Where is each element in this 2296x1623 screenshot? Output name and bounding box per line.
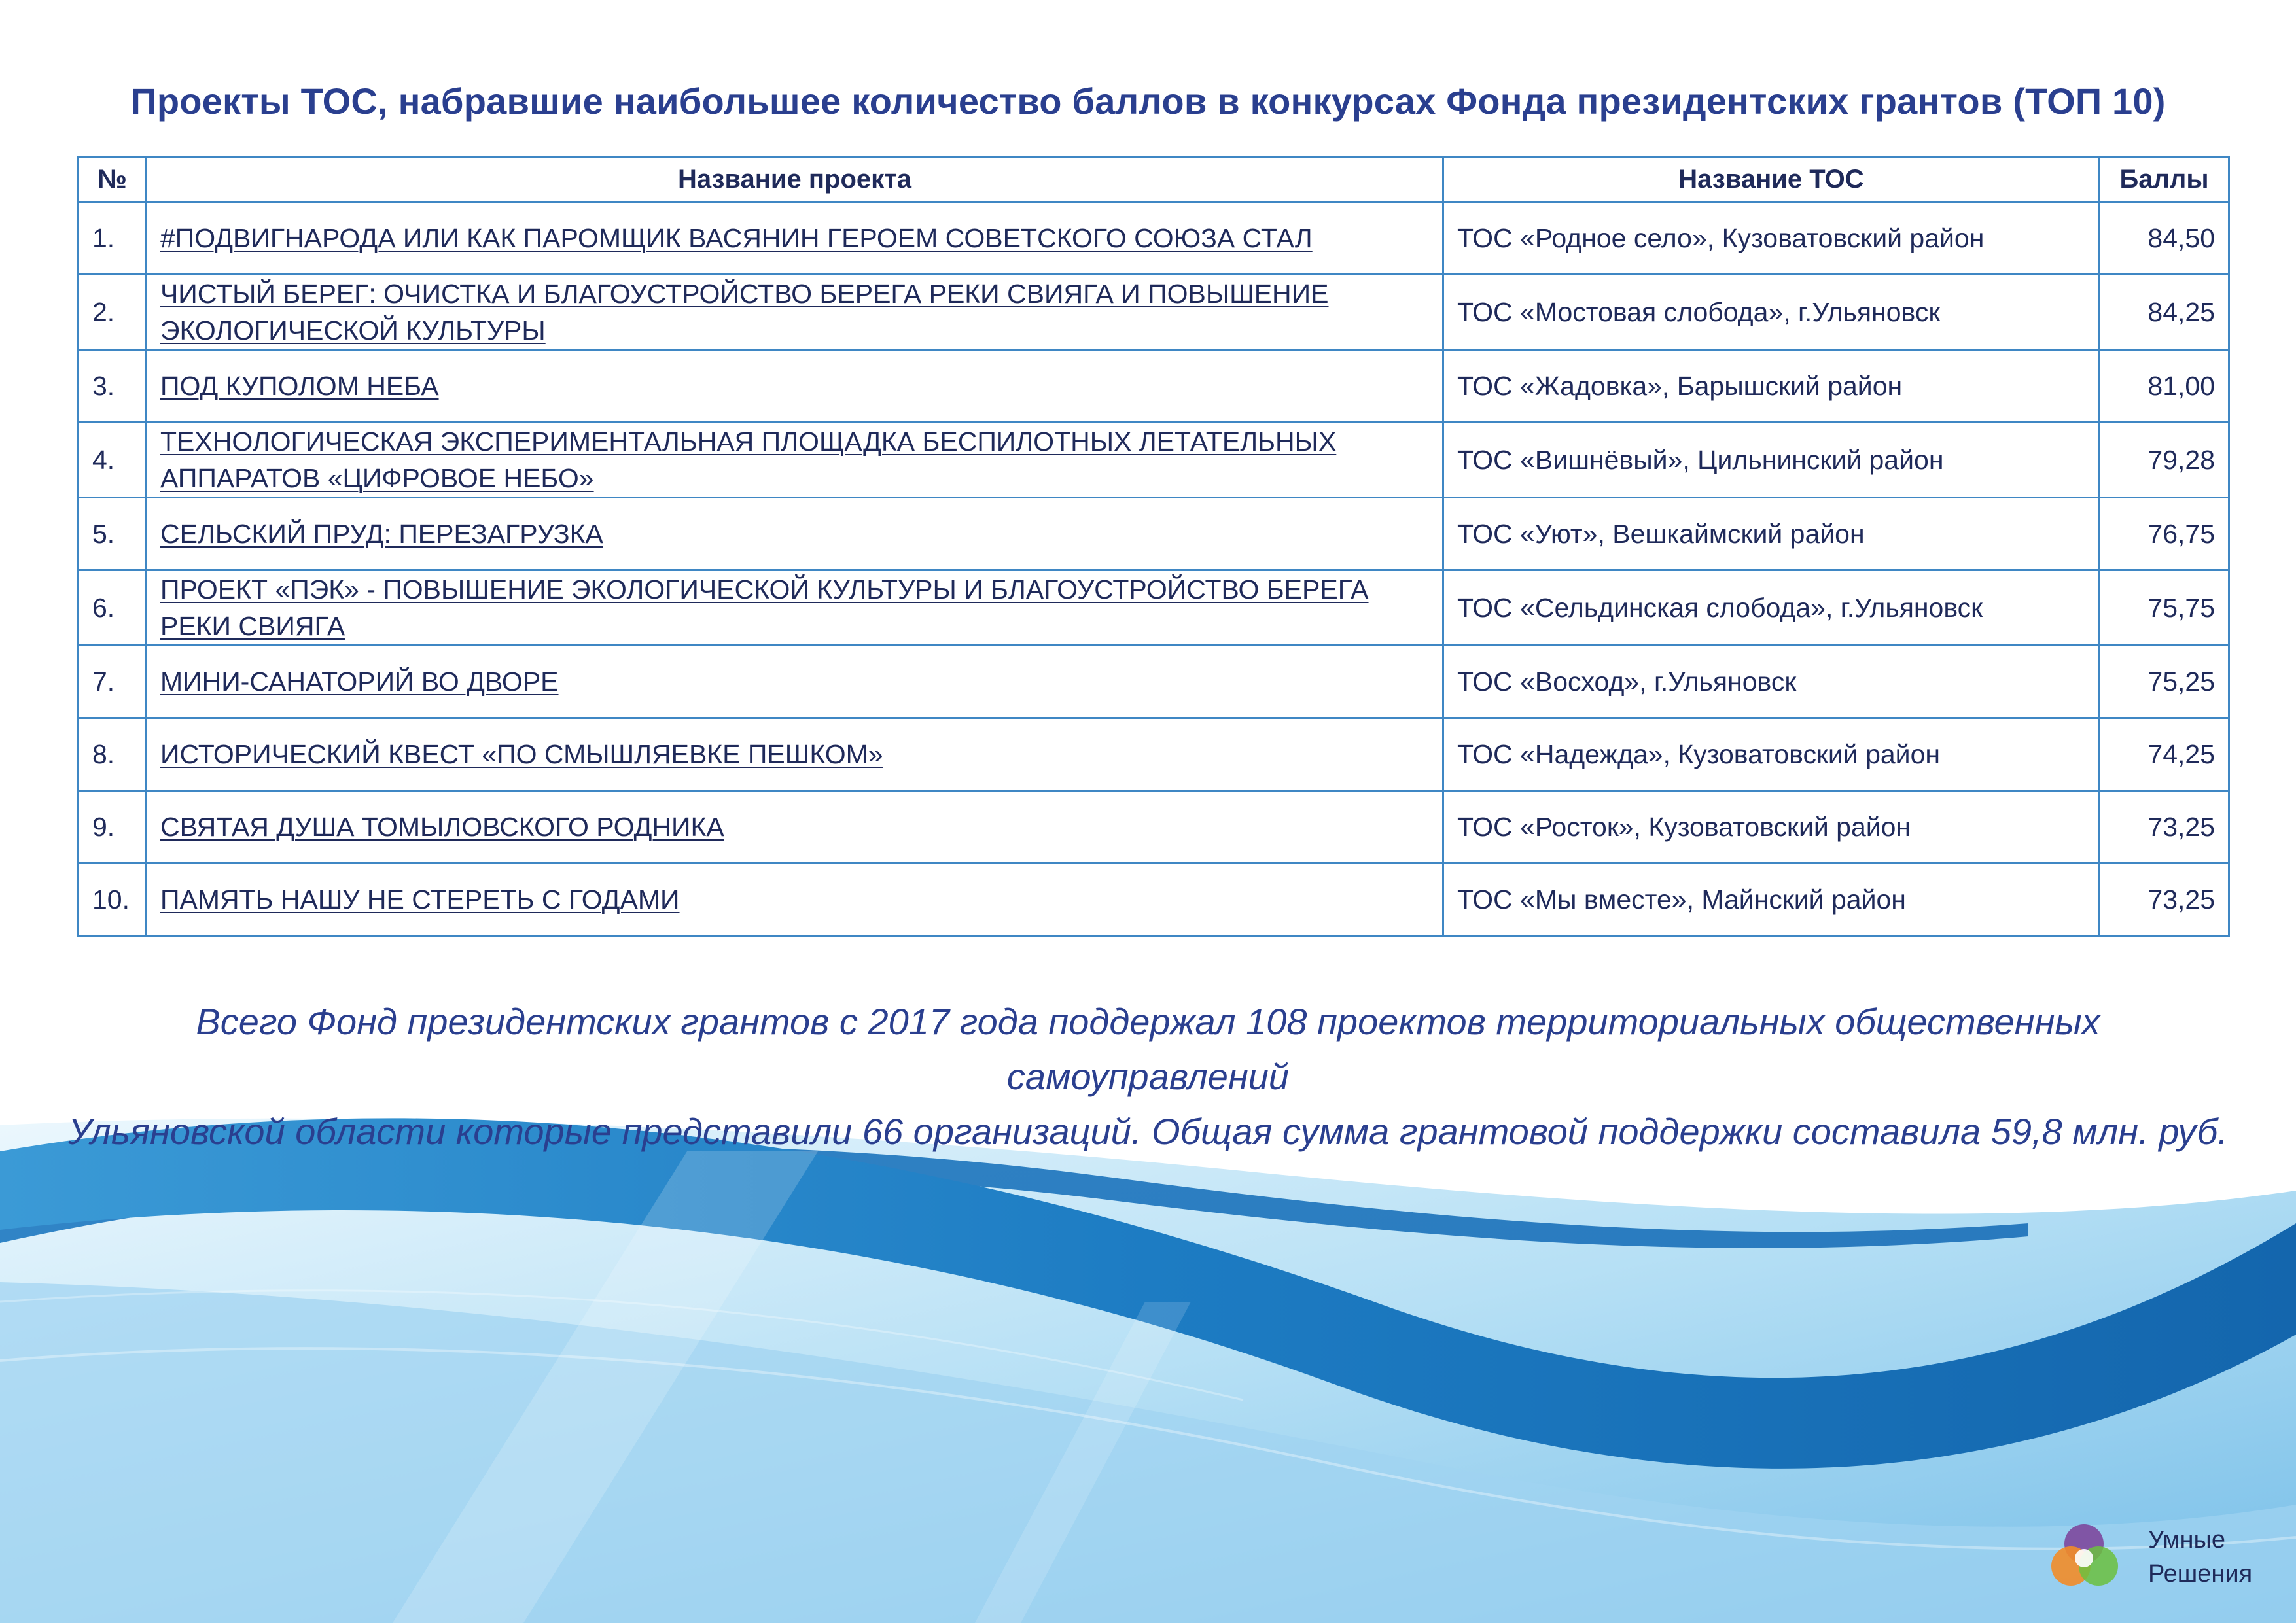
column-header-tos: Название ТОС bbox=[1443, 158, 2099, 202]
summary-line-1: Всего Фонд президентских грантов с 2017 года поддержал 108 проектов территориальных общественных самоуправлений bbox=[196, 1001, 2100, 1097]
column-header-project: Название проекта bbox=[146, 158, 1443, 202]
projects-table bbox=[77, 156, 2230, 937]
row-number: 4. bbox=[79, 423, 147, 498]
row-number: 10. bbox=[79, 864, 147, 936]
table-row bbox=[79, 350, 2229, 423]
brand-logo-icon bbox=[2045, 1519, 2130, 1591]
page-title: Проекты ТОС, набравшие наибольшее количество баллов в конкурсах Фонда президентских грантов (ТОП 10) bbox=[130, 80, 2166, 122]
table-row bbox=[79, 864, 2229, 936]
table-row bbox=[79, 498, 2229, 570]
project-link[interactable]: ПОД КУПОЛОМ НЕБА bbox=[160, 371, 439, 401]
project-link[interactable]: #ПОДВИГНАРОДА ИЛИ КАК ПАРОМЩИК ВАСЯНИН ГЕРОЕМ СОВЕТСКОГО СОЮЗА СТАЛ bbox=[160, 223, 1313, 253]
tos-name: ТОС «Вишнёвый», Цильнинский район bbox=[1443, 423, 2099, 498]
score-value: 81,00 bbox=[2100, 350, 2229, 423]
row-number: 8. bbox=[79, 718, 147, 791]
project-link[interactable]: СЕЛЬСКИЙ ПРУД: ПЕРЕЗАГРУЗКА bbox=[160, 519, 603, 549]
tos-name: ТОС «Мостовая слобода», г.Ульяновск bbox=[1443, 275, 2099, 350]
brand-name bbox=[2148, 1523, 2252, 1591]
project-link[interactable]: ТЕХНОЛОГИЧЕСКАЯ ЭКСПЕРИМЕНТАЛЬНАЯ ПЛОЩАДКА БЕСПИЛОТНЫХ ЛЕТАТЕЛЬНЫХ АППАРАТОВ «ЦИФРОВОЕ НЕБО» bbox=[160, 427, 1337, 493]
row-number: 2. bbox=[79, 275, 147, 350]
brand-logo bbox=[2045, 1519, 2287, 1591]
column-header-score: Баллы bbox=[2100, 158, 2229, 202]
project-link[interactable]: ПАМЯТЬ НАШУ НЕ СТЕРЕТЬ С ГОДАМИ bbox=[160, 884, 680, 915]
score-value: 76,75 bbox=[2100, 498, 2229, 570]
score-value: 75,75 bbox=[2100, 570, 2229, 646]
score-value: 73,25 bbox=[2100, 864, 2229, 936]
score-value: 84,50 bbox=[2100, 202, 2229, 275]
table-row bbox=[79, 646, 2229, 718]
summary-text bbox=[65, 994, 2231, 1159]
tos-name: ТОС «Сельдинская слобода», г.Ульяновск bbox=[1443, 570, 2099, 646]
score-value: 84,25 bbox=[2100, 275, 2229, 350]
project-link[interactable]: МИНИ-САНАТОРИЙ ВО ДВОРЕ bbox=[160, 667, 559, 697]
column-header-num: № bbox=[79, 158, 147, 202]
score-value: 74,25 bbox=[2100, 718, 2229, 791]
project-link[interactable]: СВЯТАЯ ДУША ТОМЫЛОВСКОГО РОДНИКА bbox=[160, 812, 724, 842]
row-number: 5. bbox=[79, 498, 147, 570]
table-row bbox=[79, 202, 2229, 275]
brand-name-line-1: Умные bbox=[2148, 1526, 2225, 1554]
score-value: 79,28 bbox=[2100, 423, 2229, 498]
row-number: 1. bbox=[79, 202, 147, 275]
project-link[interactable]: ПРОЕКТ «ПЭК» - ПОВЫШЕНИЕ ЭКОЛОГИЧЕСКОЙ КУЛЬТУРЫ И БЛАГОУСТРОЙСТВО БЕРЕГА РЕКИ СВИЯГА bbox=[160, 574, 1369, 641]
tos-name: ТОС «Жадовка», Барышский район bbox=[1443, 350, 2099, 423]
score-value: 75,25 bbox=[2100, 646, 2229, 718]
brand-name-line-2: Решения bbox=[2148, 1560, 2253, 1588]
table-header-row bbox=[79, 158, 2229, 202]
tos-name: ТОС «Мы вместе», Майнский район bbox=[1443, 864, 2099, 936]
tos-name: ТОС «Росток», Кузоватовский район bbox=[1443, 791, 2099, 864]
score-value: 73,25 bbox=[2100, 791, 2229, 864]
project-link[interactable]: ИСТОРИЧЕСКИЙ КВЕСТ «ПО СМЫШЛЯЕВКЕ ПЕШКОМ» bbox=[160, 739, 883, 769]
table-row bbox=[79, 791, 2229, 864]
tos-name: ТОС «Уют», Вешкаймский район bbox=[1443, 498, 2099, 570]
row-number: 6. bbox=[79, 570, 147, 646]
row-number: 9. bbox=[79, 791, 147, 864]
tos-name: ТОС «Восход», г.Ульяновск bbox=[1443, 646, 2099, 718]
project-link[interactable]: ЧИСТЫЙ БЕРЕГ: ОЧИСТКА И БЛАГОУСТРОЙСТВО БЕРЕГА РЕКИ СВИЯГА И ПОВЫШЕНИЕ ЭКОЛОГИЧЕСКОЙ КУЛЬТУРЫ bbox=[160, 279, 1329, 345]
summary-line-2: Ульяновской области которые представили 66 организаций. Общая сумма грантовой поддержки составила 59,8 млн. руб. bbox=[68, 1111, 2228, 1152]
row-number: 7. bbox=[79, 646, 147, 718]
tos-name: ТОС «Надежда», Кузоватовский район bbox=[1443, 718, 2099, 791]
tos-name: ТОС «Родное село», Кузоватовский район bbox=[1443, 202, 2099, 275]
table-row bbox=[79, 275, 2229, 350]
row-number: 3. bbox=[79, 350, 147, 423]
table-row bbox=[79, 570, 2229, 646]
table-row bbox=[79, 423, 2229, 498]
table-row bbox=[79, 718, 2229, 791]
